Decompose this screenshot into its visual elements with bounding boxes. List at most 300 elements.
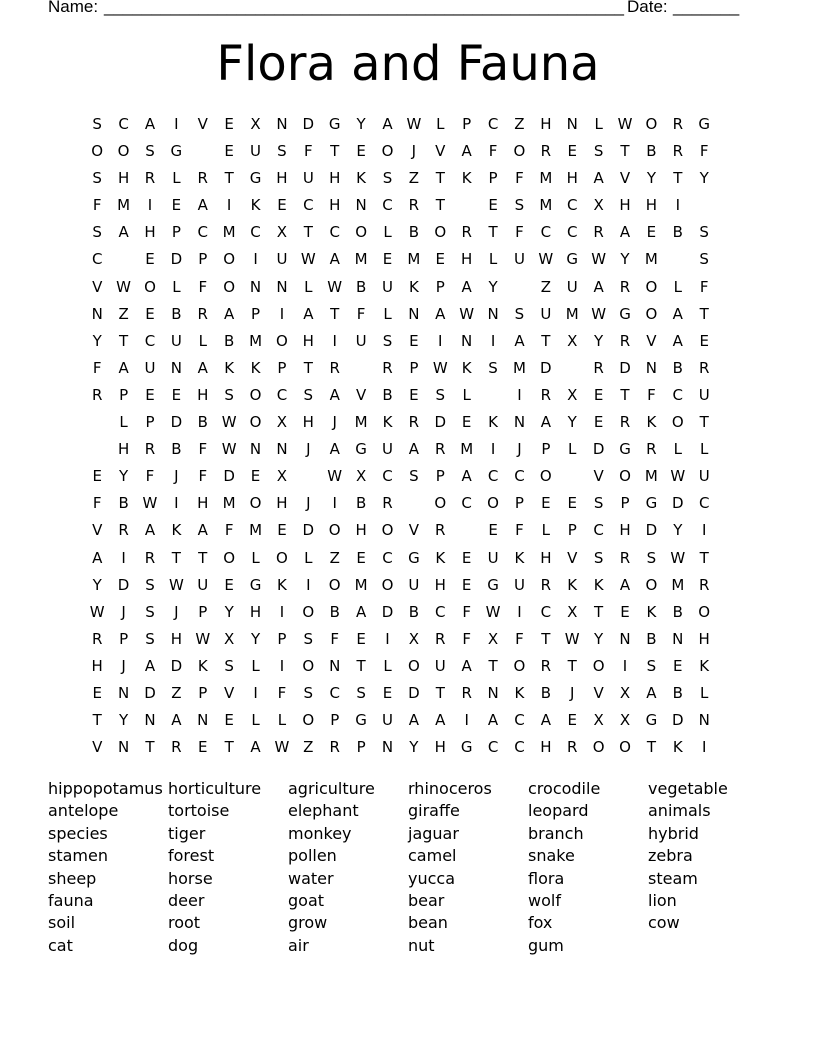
grid-cell: M [512, 358, 526, 377]
grid-cell: T [224, 169, 234, 188]
grid-cell: T [673, 169, 683, 188]
grid-cell: Z [408, 169, 420, 188]
word-list-item: steam [648, 868, 698, 888]
grid-cell: F [462, 629, 471, 648]
grid-cell: Y [567, 413, 577, 432]
grid-cell: W [116, 277, 131, 296]
grid-cell: A [672, 304, 683, 323]
grid-cell: U [355, 331, 367, 350]
grid-cell: M [249, 331, 263, 350]
grid-cell: E [224, 711, 234, 730]
grid-cell: U [540, 304, 552, 323]
word-list-item: cat [48, 935, 73, 955]
grid-cell: W [485, 602, 501, 621]
grid-cell: E [620, 602, 630, 621]
grid-cell: L [436, 115, 445, 133]
grid-cell: W [406, 115, 422, 133]
grid-cell: J [121, 602, 126, 621]
grid-cell: V [197, 115, 208, 133]
grid-cell: R [408, 413, 420, 432]
word-column [168, 778, 288, 957]
grid-cell: D [302, 521, 315, 540]
grid-cell: P [171, 223, 181, 242]
grid-cell: C [487, 115, 499, 133]
grid-cell: T [699, 413, 709, 432]
grid-cell: R [197, 304, 208, 323]
grid-cell: I [701, 521, 707, 540]
grid-cell: Y [250, 629, 261, 648]
grid-cell: U [382, 711, 393, 730]
grid-cell [665, 246, 691, 273]
grid-cell: R [461, 683, 472, 702]
grid-cell: E [382, 250, 393, 269]
grid-cell: C [382, 196, 393, 215]
grid-cell: G [487, 575, 499, 594]
grid-cell: N [461, 331, 473, 350]
grid-cell: A [619, 575, 631, 594]
word-list-item: horse [168, 868, 213, 888]
grid-cell: W [300, 250, 316, 269]
grid-cell: F [92, 494, 102, 513]
grid-cell: A [382, 115, 393, 133]
grid-cell [559, 463, 585, 490]
grid-cell: C [461, 494, 472, 513]
grid-cell: A [435, 711, 446, 730]
grid-cell: R [646, 440, 657, 459]
grid-cell: J [174, 467, 179, 486]
word-list-item: snake [528, 846, 575, 866]
grid-cell: R [382, 494, 393, 513]
grid-cell: H [302, 331, 314, 350]
grid-cell: N [487, 683, 499, 702]
grid-cell: X [567, 385, 578, 404]
grid-cell: G [619, 440, 631, 459]
grid-cell: T [699, 548, 709, 567]
grid-cell: N [619, 629, 631, 648]
grid-cell: B [355, 494, 367, 513]
grid-cell: J [306, 440, 311, 459]
grid-cell: R [91, 629, 103, 648]
grid-cell: T [303, 358, 313, 377]
word-list-item: hybrid [648, 823, 699, 843]
grid-cell: N [329, 656, 341, 675]
word-list-item: hippopotamus [48, 779, 163, 798]
grid-cell: F [145, 467, 155, 486]
grid-cell: D [381, 602, 394, 621]
grid-cell: E [673, 656, 683, 675]
grid-cell: V [224, 683, 235, 702]
word-list-item: fauna [48, 890, 94, 910]
grid-cell: O [487, 494, 499, 513]
grid-cell: P [462, 115, 472, 133]
grid-cell: M [222, 494, 236, 513]
grid-cell: R [619, 548, 631, 567]
grid-cell: U [566, 277, 578, 296]
grid-cell: A [118, 358, 129, 377]
grid-row [84, 409, 744, 436]
grid-cell: R [567, 738, 578, 757]
grid-cell: C [329, 683, 340, 702]
grid-cell: R [329, 358, 340, 377]
word-list-item: yucca [408, 868, 456, 888]
grid-row [84, 599, 744, 626]
grid-cell: T [330, 142, 340, 161]
grid-cell: O [592, 656, 605, 675]
grid-cell: U [487, 548, 499, 567]
grid-cell: G [619, 304, 631, 323]
grid-cell: H [170, 629, 182, 648]
grid-cell: E [461, 413, 472, 432]
grid-cell: A [224, 304, 235, 323]
grid-cell: W [564, 629, 580, 648]
grid-cell: T [567, 656, 577, 675]
grid-cell [401, 490, 427, 517]
grid-cell: F [515, 169, 524, 188]
grid-cell: N [566, 115, 578, 133]
grid-cell: C [514, 467, 525, 486]
grid-cell [717, 626, 743, 653]
grid-row [84, 626, 744, 653]
grid-cell: L [568, 440, 577, 459]
grid-cell: A [250, 738, 261, 757]
grid-cell: C [382, 548, 393, 567]
grid-cell: S [303, 683, 314, 702]
grid-row [84, 463, 744, 490]
grid-cell: I [490, 440, 496, 459]
grid-row [84, 436, 744, 463]
grid-cell: P [198, 250, 208, 269]
grid-cell: W [89, 602, 105, 621]
grid-cell: M [565, 304, 579, 323]
word-list-item: gum [528, 935, 564, 955]
grid-cell: G [645, 494, 658, 513]
grid-cell: W [274, 738, 290, 757]
grid-cell: L [304, 548, 313, 567]
grid-cell: B [382, 385, 393, 404]
grid-cell: E [145, 385, 155, 404]
grid-row [84, 274, 744, 301]
grid-row [84, 192, 744, 219]
grid-cell [717, 653, 743, 680]
grid-cell: R [619, 331, 631, 350]
grid-cell: C [303, 196, 314, 215]
grid-cell: K [514, 548, 525, 567]
grid-cell: A [329, 440, 340, 459]
grid-cell: T [171, 548, 181, 567]
grid-cell: W [459, 304, 475, 323]
grid-cell: T [145, 738, 155, 757]
grid-row [84, 111, 744, 138]
grid-cell: A [329, 385, 340, 404]
grid-cell: T [435, 169, 445, 188]
word-list-item: tiger [168, 823, 206, 843]
word-list-item: tortoise [168, 801, 230, 821]
grid-cell: S [593, 494, 604, 513]
grid-cell: M [539, 196, 553, 215]
grid-cell: B [672, 602, 683, 621]
grid-cell: M [117, 196, 131, 215]
grid-cell: O [328, 575, 341, 594]
grid-cell [453, 192, 479, 219]
grid-cell: A [197, 521, 208, 540]
grid-cell: N [91, 304, 103, 323]
grid-cell: Z [171, 683, 182, 702]
grid-cell: S [92, 115, 102, 133]
grid-cell: H [540, 115, 552, 133]
grid-row [84, 653, 744, 680]
grid-cell: X [619, 683, 631, 702]
grid-cell: K [197, 656, 208, 675]
grid-cell: G [460, 738, 473, 757]
grid-cell: I [701, 738, 707, 757]
grid-cell: X [567, 331, 578, 350]
grid-cell [295, 463, 321, 490]
grid-cell: T [119, 331, 129, 350]
grid-cell: D [302, 115, 315, 133]
grid-cell: F [699, 142, 709, 161]
grid-cell [717, 301, 743, 328]
grid-cell: D [540, 358, 552, 377]
grid-cell: H [144, 223, 156, 242]
grid-cell: E [461, 548, 472, 567]
grid-row [84, 680, 744, 707]
grid-cell: A [461, 656, 472, 675]
grid-cell: P [145, 413, 155, 432]
grid-cell: H [249, 602, 262, 621]
grid-cell: H [461, 250, 473, 269]
grid-cell [717, 111, 743, 138]
grid-cell: H [619, 521, 631, 540]
grid-cell: A [540, 711, 551, 730]
word-list-item: deer [168, 890, 205, 910]
grid-cell: E [488, 521, 498, 540]
grid-row [84, 517, 744, 544]
grid-cell: K [435, 548, 446, 567]
grid-cell: C [566, 223, 578, 242]
grid-cell: T [488, 223, 498, 242]
grid-cell [84, 436, 110, 463]
grid-cell: O [249, 385, 262, 404]
grid-cell: A [435, 304, 446, 323]
grid-cell [717, 382, 743, 409]
grid-cell: A [408, 711, 420, 730]
grid-cell: X [276, 467, 288, 486]
grid-cell: H [197, 385, 209, 404]
grid-cell: O [276, 548, 288, 567]
grid-cell [717, 219, 743, 246]
word-list [48, 778, 768, 958]
grid-cell: D [672, 494, 684, 513]
grid-cell: A [461, 142, 472, 161]
grid-cell: H [540, 548, 552, 567]
grid-cell: M [354, 250, 368, 269]
grid-cell: N [408, 304, 420, 323]
grid-cell: N [381, 738, 394, 757]
grid-cell: D [592, 440, 605, 459]
word-list-item: dog [168, 935, 199, 955]
grid-cell: H [645, 196, 658, 215]
grid-cell: C [540, 223, 552, 242]
grid-cell: E [250, 467, 261, 486]
grid-cell: A [514, 331, 525, 350]
grid-cell: N [698, 711, 710, 730]
grid-cell: A [144, 656, 156, 675]
grid-cell: H [619, 196, 631, 215]
grid-cell: I [174, 494, 179, 513]
grid-cell: T [594, 602, 604, 621]
grid-row [84, 138, 744, 165]
grid-cell: N [117, 738, 130, 757]
grid-cell: E [92, 683, 102, 702]
word-list-item: branch [528, 823, 584, 843]
name-label: Name: [48, 0, 99, 16]
grid-cell: E [277, 196, 287, 215]
grid-cell: D [434, 413, 447, 432]
grid-cell: F [462, 602, 471, 621]
grid-cell: C [487, 738, 499, 757]
grid-cell: K [250, 358, 261, 377]
grid-cell: I [279, 304, 285, 323]
grid-cell: L [462, 385, 471, 404]
word-column [528, 778, 648, 957]
grid-cell: P [356, 738, 366, 757]
grid-cell: R [408, 196, 420, 215]
grid-cell: R [435, 521, 446, 540]
grid-cell: F [198, 440, 208, 459]
grid-cell: F [277, 683, 287, 702]
grid-cell: I [253, 683, 258, 702]
grid-cell: K [567, 575, 578, 594]
grid-cell: G [645, 711, 658, 730]
grid-cell: T [646, 738, 656, 757]
grid-cell: E [567, 142, 577, 161]
grid-cell: O [117, 142, 130, 161]
word-list-item: soil [48, 913, 76, 933]
grid-cell: V [593, 467, 604, 486]
grid-cell: W [670, 548, 686, 567]
grid-cell: S [145, 575, 155, 594]
grid-cell: J [306, 494, 311, 513]
grid-cell: S [435, 385, 446, 404]
grid-cell: X [276, 223, 288, 242]
grid-cell: Z [329, 548, 340, 567]
grid-cell: A [672, 331, 683, 350]
grid-cell: R [540, 575, 552, 594]
grid-cell: Z [303, 738, 314, 757]
grid-cell: O [539, 467, 552, 486]
grid-cell: L [383, 223, 392, 242]
grid-cell: R [698, 358, 710, 377]
grid-cell: A [540, 413, 551, 432]
grid-cell: H [117, 440, 130, 459]
grid-cell: P [198, 683, 208, 702]
grid-cell: K [672, 738, 683, 757]
grid-cell: W [538, 250, 554, 269]
grid-cell: J [411, 142, 417, 161]
grid-cell: L [304, 277, 313, 296]
grid-cell: T [356, 656, 366, 675]
grid-cell: K [646, 602, 657, 621]
grid-cell: S [303, 385, 314, 404]
grid-cell: Y [119, 467, 129, 486]
grid-cell: C [514, 711, 525, 730]
grid-cell: O [302, 602, 315, 621]
grid-cell: M [539, 169, 553, 188]
grid-cell: R [382, 358, 393, 377]
grid-cell: Y [356, 115, 366, 133]
grid-cell: H [434, 575, 446, 594]
grid-cell: S [356, 683, 366, 702]
grid-cell: A [329, 250, 340, 269]
grid-cell: L [673, 440, 682, 459]
grid-cell: C [144, 331, 156, 350]
word-list-item: nut [408, 935, 435, 955]
grid-cell: R [435, 629, 446, 648]
grid-cell: A [593, 277, 604, 296]
grid-cell: T [620, 142, 630, 161]
grid-cell [717, 355, 743, 382]
word-list-item: stamen [48, 846, 108, 866]
grid-cell: X [224, 629, 235, 648]
grid-cell: C [566, 196, 578, 215]
grid-cell: O [276, 331, 288, 350]
grid-cell: H [91, 656, 103, 675]
grid-cell: P [119, 385, 129, 404]
grid-cell: P [119, 629, 129, 648]
grid-cell: E [224, 142, 234, 161]
grid-cell: X [567, 602, 578, 621]
grid-cell: L [541, 521, 551, 540]
grid-cell: L [383, 656, 392, 675]
grid-row [84, 490, 744, 517]
grid-cell: P [541, 440, 551, 459]
grid-cell: J [332, 413, 337, 432]
grid-cell: L [383, 304, 392, 323]
grid-cell: L [172, 169, 181, 188]
grid-cell: O [592, 738, 605, 757]
grid-cell: F [356, 304, 366, 323]
grid-cell: T [435, 196, 445, 215]
grid-cell: F [488, 142, 498, 161]
grid-cell: I [517, 602, 522, 621]
grid-cell: V [92, 277, 103, 296]
grid-cell: R [619, 413, 631, 432]
word-column [648, 778, 768, 935]
grid-cell: B [672, 223, 683, 242]
grid-cell [691, 192, 717, 219]
grid-cell: E [646, 223, 657, 242]
grid-cell: R [672, 142, 683, 161]
word-list-item: horticulture [168, 779, 262, 798]
grid-cell: C [435, 602, 446, 621]
grid-cell: K [277, 575, 287, 594]
grid-cell: Y [119, 711, 129, 730]
grid-cell: I [306, 575, 311, 594]
grid-cell: J [174, 602, 179, 621]
grid-cell: P [435, 467, 445, 486]
word-list-item: animals [648, 801, 711, 821]
grid-cell: K [408, 277, 419, 296]
grid-cell: E [224, 115, 234, 133]
grid-cell: S [514, 304, 525, 323]
grid-cell: W [617, 115, 633, 133]
word-list-item: grow [288, 913, 328, 933]
grid-cell: E [409, 385, 419, 404]
grid-cell: D [170, 250, 183, 269]
grid-cell: F [330, 629, 340, 648]
grid-cell: M [460, 440, 474, 459]
grid-cell [717, 572, 743, 599]
